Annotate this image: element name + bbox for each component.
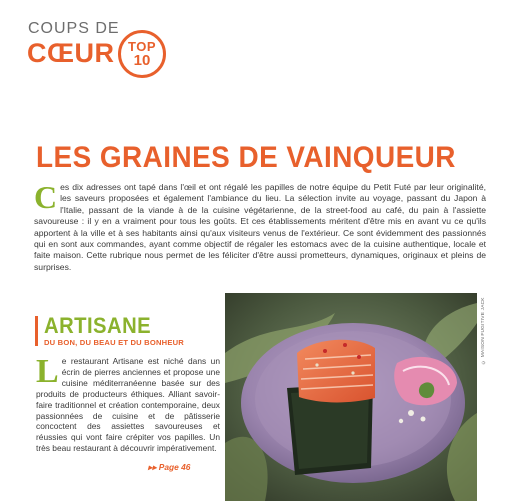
section-accent-bar bbox=[35, 316, 38, 346]
header-coups-label: COUPS DE bbox=[28, 20, 120, 37]
section-body bbox=[36, 353, 220, 454]
intro-dropcap: C bbox=[34, 179, 58, 215]
article-title: LES GRAINES DE VAINQUEUR bbox=[36, 141, 456, 174]
section-title: ARTISANE bbox=[44, 313, 152, 338]
top10-badge bbox=[118, 30, 166, 78]
page-reference-link[interactable]: ▸▸ Page 46 bbox=[148, 462, 191, 472]
section-dropcap: L bbox=[36, 353, 59, 390]
dish-photo bbox=[225, 293, 477, 501]
section-text: e restaurant Artisane est niché dans un écrin de pierres anciennes et propose une cuisine méditerranéenne basée sur des produits de producteurs éthiques. Alliant savoir-faire traditionnel et création contemporaine, deux passionnées de cuisine et de pâtisserie concoctent des assiettes savoureuses et réussies qui vont faire crépiter vos papilles. Un très beau restaurant à découvrir impérativement. bbox=[36, 356, 220, 454]
section-subtitle: DU BON, DU BEAU ET DU BONHEUR bbox=[44, 338, 184, 347]
top-label: TOP bbox=[128, 38, 156, 54]
photo-credit: © MAISON FUGITIVE JACK bbox=[481, 297, 486, 364]
intro-text: es dix adresses ont tapé dans l'œil et ont régalé les papilles de notre équipe du Petit Futé par leur originalité, les saveurs proposées et également l'ambiance du lieu. La sélection invite au voyage, passant du Japon à l'Italie, passant de la viande à de la cuisine végétarienne, de la street-food au café, du pain à l'assiette savoureuse : il y en a vraiment pour tous les goûts. Et ces établissements méritent d'être mis en avant vu ce qu'ils apportent à la ville et à ses habitants ainsi qu'aux visiteurs venus de l'extérieur. Ce sont évidemment des passionnés qui en sont aux commandes, ayant comme objectif de régaler les estomacs avec de la cuisine authentique, locale et faite maison. Cette rubrique nous permet de les féliciter d'être aussi prometteurs, dynamiques, originaux et pleins de surprises. bbox=[34, 182, 486, 272]
header-coeur-label: CŒUR bbox=[27, 38, 115, 68]
intro-paragraph bbox=[34, 179, 486, 273]
top-number: 10 bbox=[133, 51, 151, 69]
